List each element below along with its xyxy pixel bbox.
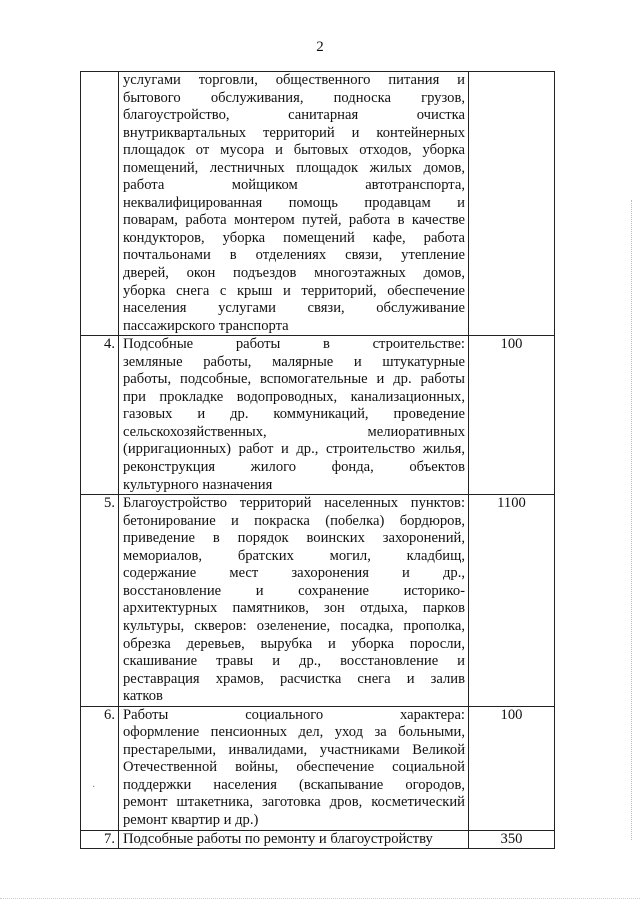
description-line: ремонт штакетника, заготовка дров, косметический (123, 794, 465, 811)
row-amount: 1100 (469, 495, 555, 707)
description-line: помещений, лестничных площадок жилых домов, (123, 159, 465, 176)
description-line: работа мойщиком автотранспорта, (123, 177, 465, 194)
description-line: при прокладке водопроводных, канализационных, (123, 388, 465, 405)
row-number: 7. (81, 830, 119, 849)
description-line: престарелыми, инвалидами, участниками Великой (123, 741, 465, 758)
description-line: обрезка деревьев, вырубка и уборка поросли, (123, 635, 465, 652)
row-description (119, 830, 469, 849)
table-row (81, 336, 555, 495)
description-line: дверей, окон подъездов многоэтажных домов, (123, 265, 465, 282)
margin-scan-artifact (627, 200, 632, 840)
description-line: мемориалов, братских могил, кладбищ, (123, 547, 465, 564)
table-row (81, 495, 555, 707)
description-line: работы, подсобные, вспомогательные и др. работы (123, 371, 465, 388)
row-description (119, 72, 469, 336)
works-table (80, 71, 555, 849)
description-line: внутриквартальных территорий и контейнерных (123, 124, 465, 141)
description-line: Подсобные работы в строительстве: (123, 336, 465, 353)
description-line: оформление пенсионных дел, уход за больными, (123, 724, 465, 741)
description-line: поварам, работа монтером путей, работа в качестве (123, 212, 465, 229)
description-line: пассажирского транспорта (123, 317, 289, 334)
stray-scan-mark: · (92, 782, 96, 793)
description-line: Работы социального характера: (123, 706, 465, 723)
description-line: услугами торговли, общественного питания и (123, 72, 465, 88)
description-line: почтальонами в отделениях связи, утепление (123, 247, 465, 264)
description-line: реставрация храмов, расчистка снега и залив (123, 670, 465, 687)
description-line: содержание мест захоронения и др., (123, 565, 465, 582)
bottom-scan-edge (0, 898, 640, 899)
description-line: катков (123, 688, 163, 705)
row-number: 6. (81, 706, 119, 830)
description-line: газовых и др. коммуникаций, проведение (123, 406, 465, 423)
row-number: 5. (81, 495, 119, 707)
description-line: культурного назначения (123, 476, 273, 493)
table-row (81, 830, 555, 849)
description-line: кондукторов, уборка помещений кафе, работа (123, 229, 465, 246)
row-amount: 100 (469, 706, 555, 830)
description-line: уборка снега с крыш и территорий, обеспечение (123, 282, 465, 299)
row-amount: 100 (469, 336, 555, 495)
description-line: реконструкция жилого фонда, объектов (123, 459, 465, 476)
row-amount: 350 (469, 830, 555, 849)
description-line: неквалифицированная помощь продавцам и (123, 194, 465, 211)
description-line: бытового обслуживания, подноска грузов, (123, 89, 465, 106)
row-description (119, 706, 469, 830)
description-line: ремонт квартир и др.) (123, 811, 259, 828)
description-line: Отечественной войны, обеспечение социальной (123, 759, 465, 776)
row-amount (469, 72, 555, 336)
description-line: сельскохозяйственных, мелиоративных (123, 423, 465, 440)
description-line: площадок от мусора и бытовых отходов, уборка (123, 142, 465, 159)
row-number (81, 72, 119, 336)
description-line: Благоустройство территорий населенных пунктов: (123, 495, 465, 512)
works-table-body (81, 72, 555, 849)
description-line: культуры, скверов: озеленение, посадка, прополка, (123, 617, 465, 634)
description-line: благоустройство, санитарная очистка (123, 107, 465, 124)
description-line: Подсобные работы по ремонту и благоустройству (123, 830, 433, 847)
description-line: скашивание травы и др., восстановление и (123, 653, 465, 670)
description-line: приведение в порядок воинских захоронений, (123, 530, 465, 547)
description-line: восстановление и сохранение историко- (123, 582, 465, 599)
description-line: бетонирование и покраска (побелка) бордюров, (123, 512, 465, 529)
row-number: 4. (81, 336, 119, 495)
table-row (81, 72, 555, 336)
description-line: поддержки населения (вскапывание огородов, (123, 776, 465, 793)
description-line: (ирригационных) работ и др., строительство жилья, (123, 441, 465, 458)
row-description (119, 336, 469, 495)
description-line: населения услугами связи, обслуживание (123, 300, 465, 317)
page-number: 2 (316, 39, 324, 55)
table-row (81, 706, 555, 830)
description-line: земляные работы, малярные и штукатурные (123, 353, 465, 370)
row-description (119, 495, 469, 707)
description-line: архитектурных памятников, зон отдыха, парков (123, 600, 465, 617)
